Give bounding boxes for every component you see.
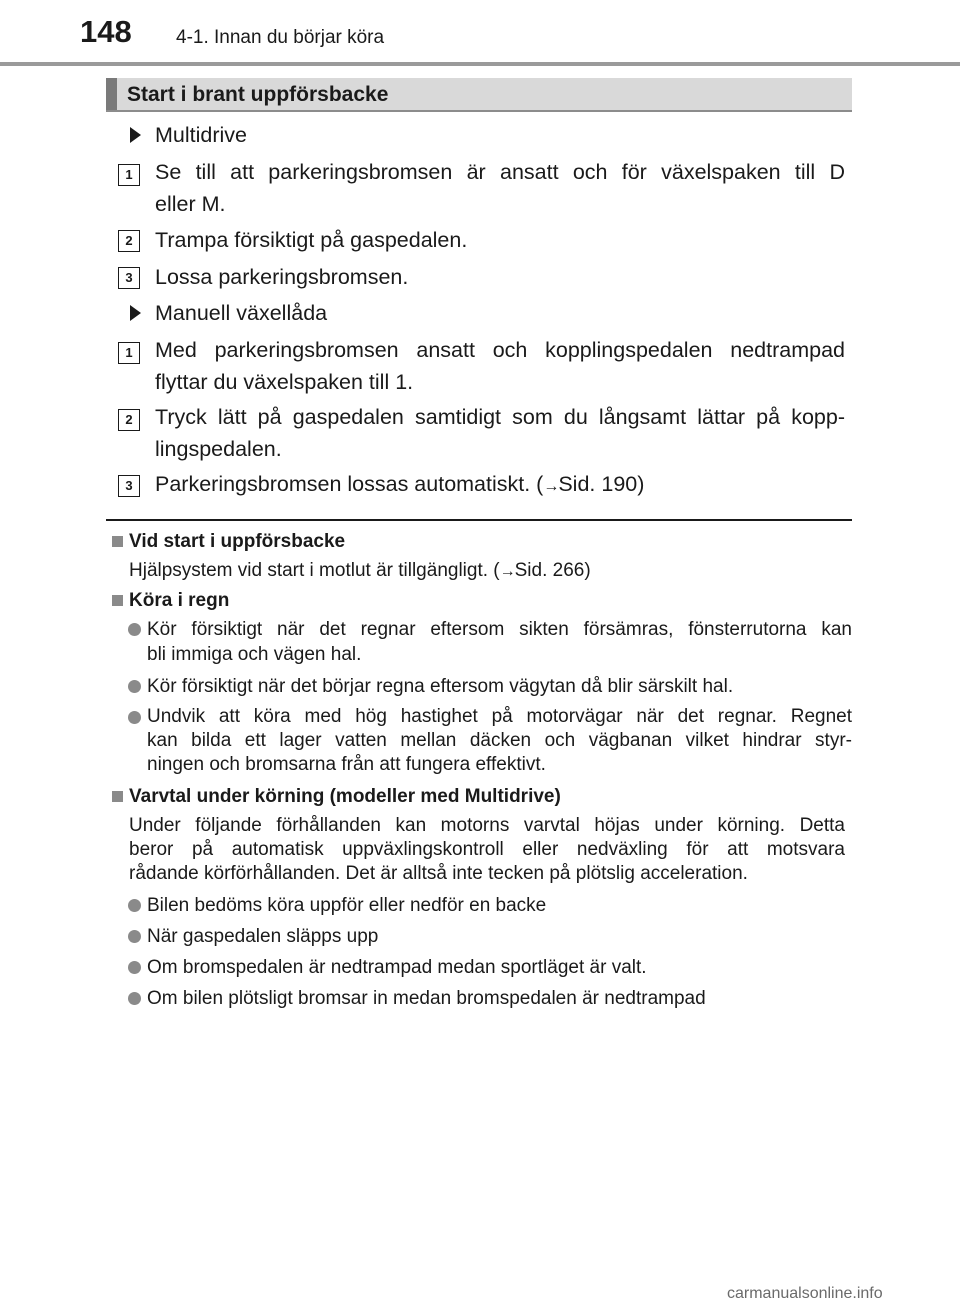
step-number-icon: 1	[118, 342, 140, 364]
step-number-icon: 3	[118, 475, 140, 497]
triangle-bullet-icon	[130, 305, 141, 321]
circle-bullet-icon	[128, 680, 141, 693]
square-bullet-icon	[112, 595, 123, 606]
square-bullet-icon	[112, 536, 123, 547]
page-reference-link[interactable]: Sid. 266	[514, 560, 585, 581]
bullet-text: Kör försiktigt när det börjar regna eftersom vägytan då blir särskilt hal.	[147, 676, 734, 697]
bullet-text: bli immiga och vägen hal.	[147, 644, 362, 665]
multidrive-heading: Multidrive	[155, 123, 247, 147]
bullet-text: Kör försiktigt när det regnar eftersom sikten försämras, fönsterrutorna kan	[147, 619, 852, 640]
bullet-text: Om bromspedalen är nedtrampad medan sportläget är valt.	[147, 957, 647, 978]
step-text: Med parkeringsbromsen ansatt och kopplingspedalen nedtrampad	[155, 338, 845, 362]
arrow-right-icon: →	[543, 478, 559, 495]
section-divider	[106, 519, 852, 521]
circle-bullet-icon	[128, 930, 141, 943]
circle-bullet-icon	[128, 711, 141, 724]
section-title-box	[106, 78, 852, 112]
bullet-text: Om bilen plötsligt bromsar in medan bromspedalen är nedtrampad	[147, 988, 706, 1009]
step-text: Se till att parkeringsbromsen är ansatt och för växelspaken till D	[155, 160, 845, 184]
note-text: Under följande förhållanden kan motorns varvtal höjas under körning. Detta	[129, 815, 845, 836]
note-heading: Vid start i uppförsbacke	[129, 531, 346, 552]
step-number-icon: 1	[118, 164, 140, 186]
header-rule	[0, 62, 960, 66]
note-text-before: Hjälpsystem vid start i motlut är tillgängligt. (	[129, 560, 500, 581]
circle-bullet-icon	[128, 992, 141, 1005]
note-text: rådande körförhållanden. Det är alltså inte tecken på plötslig acceleration.	[129, 863, 748, 884]
step-text: eller M.	[155, 192, 226, 216]
step-text	[155, 468, 845, 503]
step-number-icon: 3	[118, 267, 140, 289]
step-text-before: Parkeringsbromsen lossas automatiskt. (	[155, 472, 544, 496]
chapter-title: 4-1. Innan du börjar köra	[176, 27, 385, 48]
step-text: Tryck lätt på gaspedalen samtidigt som du långsamt lättar på kopp-	[155, 405, 845, 429]
note-text-after: )	[584, 560, 591, 581]
note-heading: Varvtal under körning (modeller med Multidrive)	[129, 786, 561, 807]
note-text	[129, 559, 845, 584]
bullet-text: Bilen bedöms köra uppför eller nedför en backe	[147, 895, 547, 916]
bullet-text: Undvik att köra med hög hastighet på motorvägar när det regnar. Regnet	[147, 706, 852, 727]
step-text: lingspedalen.	[155, 437, 282, 461]
step-text: Lossa parkeringsbromsen.	[155, 265, 409, 289]
circle-bullet-icon	[128, 623, 141, 636]
step-number-icon: 2	[118, 230, 140, 252]
page-number: 148	[80, 14, 132, 49]
step-text: flyttar du växelspaken till 1.	[155, 370, 414, 394]
page-reference-link[interactable]: Sid. 190	[558, 472, 638, 496]
section-accent-bar	[106, 78, 117, 110]
bullet-text: ningen och bromsarna från att fungera effektivt.	[147, 754, 546, 775]
step-text-after: )	[637, 472, 645, 496]
square-bullet-icon	[112, 791, 123, 802]
note-heading: Köra i regn	[129, 590, 230, 611]
triangle-bullet-icon	[130, 127, 141, 143]
manual-heading: Manuell växellåda	[155, 301, 328, 325]
watermark: carmanualsonline.info	[727, 1285, 883, 1302]
step-text: Trampa försiktigt på gaspedalen.	[155, 228, 468, 252]
section-title: Start i brant uppförsbacke	[127, 83, 389, 106]
circle-bullet-icon	[128, 961, 141, 974]
circle-bullet-icon	[128, 899, 141, 912]
bullet-text: kan bilda ett lager vatten mellan däcken och vägbanan vilket hindrar styr-	[147, 730, 852, 751]
step-number-icon: 2	[118, 409, 140, 431]
arrow-right-icon: →	[499, 563, 515, 580]
bullet-text: När gaspedalen släpps upp	[147, 926, 379, 947]
note-text: beror på automatisk uppväxlingskontroll eller nedväxling för att motsvara	[129, 839, 845, 860]
